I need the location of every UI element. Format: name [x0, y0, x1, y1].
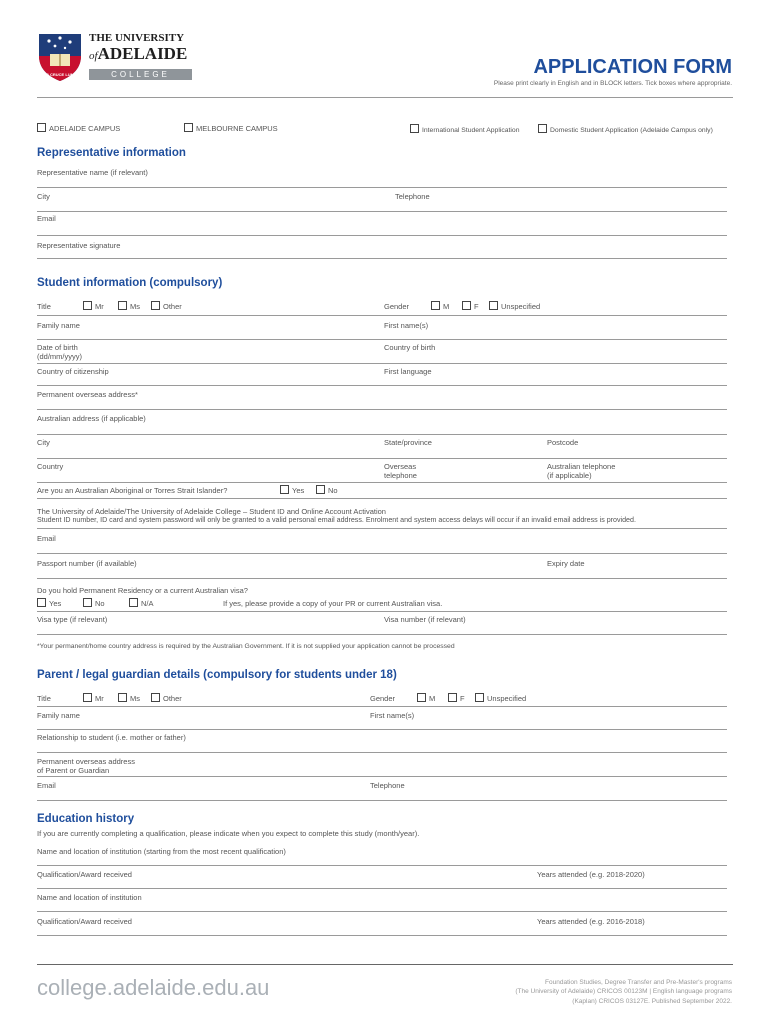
- checkbox[interactable]: [184, 123, 193, 132]
- student-state-label: State/province: [384, 438, 432, 447]
- footer-line2: (The University of Adelaide) CRICOS 00123M | English language programs: [515, 988, 732, 996]
- parent-title-label: Title: [37, 694, 51, 703]
- parent-email-field[interactable]: [37, 800, 727, 801]
- form-title: APPLICATION FORM: [533, 56, 732, 78]
- logo-line2: ADELAIDE: [97, 44, 188, 63]
- student-footnote: *Your permanent/home country address is required by the Australian Government. If it is not supplied your application cannot be processed: [37, 643, 455, 650]
- student-title-rule: [37, 315, 727, 316]
- checkbox[interactable]: [151, 693, 160, 702]
- checkbox[interactable]: [448, 693, 457, 702]
- option-label: MELBOURNE CAMPUS: [196, 124, 278, 133]
- student-country-field[interactable]: [37, 482, 727, 483]
- option-label: International Student Application: [422, 127, 520, 134]
- option-label: Yes: [49, 599, 62, 608]
- logo-ribbon: SUB CRUCE LUMEN: [40, 72, 80, 77]
- parent-address-field[interactable]: [37, 776, 727, 777]
- option-label: No: [95, 599, 105, 608]
- option-label: Other: [163, 694, 182, 703]
- option-label: F: [474, 302, 479, 311]
- student-visa-type-label: Visa type (if relevant): [37, 615, 108, 624]
- student-gender-f[interactable]: [462, 301, 479, 311]
- option-label: M: [443, 302, 450, 311]
- melbourne-campus-option[interactable]: [184, 123, 278, 133]
- student-pr-rule: [37, 611, 727, 612]
- rep-heading: Representative information: [37, 147, 186, 159]
- education-inst1-label: Name and location of institution (starting from the most recent qualification): [37, 847, 286, 856]
- education-heading: Education history: [37, 813, 135, 825]
- student-gender-label: Gender: [384, 302, 410, 311]
- checkbox[interactable]: [83, 693, 92, 702]
- checkbox[interactable]: [280, 485, 289, 494]
- student-city-field[interactable]: [37, 458, 727, 459]
- checkbox[interactable]: [118, 301, 127, 310]
- student-first-names-label: First name(s): [384, 321, 429, 330]
- student-visa-field[interactable]: [37, 634, 727, 635]
- student-pr-question: Do you hold Permanent Residency or a current Australian visa?: [37, 586, 248, 595]
- rep-city-field[interactable]: [37, 211, 727, 212]
- rep-telephone-label: Telephone: [395, 192, 430, 201]
- student-aboriginal-label: Are you an Australian Aboriginal or Torres Strait Islander?: [37, 486, 228, 495]
- student-pr-yes[interactable]: [37, 598, 61, 608]
- parent-gender-unspecified[interactable]: [475, 693, 526, 703]
- student-expiry-label: Expiry date: [547, 559, 585, 568]
- student-title-label: Title: [37, 302, 51, 311]
- education-years2-label: Years attended (e.g. 2016-2018): [537, 917, 645, 926]
- option-label: No: [328, 486, 338, 495]
- parent-telephone-label: Telephone: [370, 781, 405, 790]
- student-city-label: City: [37, 438, 50, 447]
- student-postcode-label: Postcode: [547, 438, 579, 447]
- domestic-option[interactable]: [538, 124, 713, 134]
- logo-of: of: [89, 50, 98, 62]
- parent-address-label-2: of Parent or Guardian: [37, 766, 110, 775]
- footer-notes: [412, 978, 732, 1006]
- student-aus-tel-label-2: (if applicable): [547, 471, 592, 480]
- education-inst2-field[interactable]: [37, 911, 727, 912]
- checkbox[interactable]: [538, 124, 547, 133]
- checkbox[interactable]: [410, 124, 419, 133]
- student-title-mr[interactable]: [83, 301, 104, 311]
- education-inst2-label: Name and location of institution: [37, 893, 142, 902]
- education-qual1-label: Qualification/Award received: [37, 870, 132, 879]
- student-aus-tel-label-1: Australian telephone: [547, 462, 616, 471]
- option-label: N/A: [141, 599, 154, 608]
- form-subtitle: Please print clearly in English and in BLOCK letters. Tick boxes where appropriate.: [493, 80, 732, 87]
- logo-line3: COLLEGE: [111, 70, 170, 79]
- activation-rule: [37, 528, 727, 529]
- parent-heading: Parent / legal guardian details (compulsory for students under 18): [37, 669, 397, 681]
- adelaide-campus-option[interactable]: [37, 123, 120, 133]
- parent-title-rule: [37, 706, 727, 707]
- education-intro: If you are currently completing a qualification, please indicate when you expect to complete this study (month/year).: [37, 829, 420, 838]
- student-pr-no[interactable]: [83, 598, 105, 608]
- option-label: Mr: [95, 302, 104, 311]
- student-country-label: Country: [37, 462, 64, 471]
- rep-city-label: City: [37, 192, 50, 201]
- parent-name-field[interactable]: [37, 729, 727, 730]
- logo-college-bar: [89, 69, 192, 80]
- checkbox[interactable]: [462, 301, 471, 310]
- parent-gender-f[interactable]: [448, 693, 465, 703]
- student-pr-note: If yes, please provide a copy of your PR or current Australian visa.: [223, 599, 443, 608]
- checkbox[interactable]: [37, 123, 46, 132]
- option-label: Other: [163, 302, 182, 311]
- parent-first-names-label: First name(s): [370, 711, 415, 720]
- checkbox[interactable]: [83, 598, 92, 607]
- student-dob-format: (dd/mm/yyyy): [37, 352, 82, 361]
- education-qual1-field[interactable]: [37, 888, 727, 889]
- rep-signature-label: Representative signature: [37, 241, 121, 250]
- student-citizenship-field[interactable]: [37, 385, 727, 386]
- parent-title-other[interactable]: [151, 693, 182, 703]
- parent-gender-label: Gender: [370, 694, 396, 703]
- student-title-other[interactable]: [151, 301, 182, 311]
- student-aus-address-label: Australian address (if applicable): [37, 414, 146, 423]
- checkbox[interactable]: [489, 301, 498, 310]
- header-rule: [37, 97, 733, 98]
- checkbox[interactable]: [37, 598, 46, 607]
- rep-name-label: Representative name (if relevant): [37, 168, 148, 177]
- education-years1-label: Years attended (e.g. 2018-2020): [537, 870, 645, 879]
- university-logo: [37, 32, 192, 87]
- parent-relationship-field[interactable]: [37, 752, 727, 753]
- option-label: ADELAIDE CAMPUS: [49, 124, 121, 133]
- student-heading: Student information (compulsory): [37, 277, 223, 289]
- student-pr-na[interactable]: [129, 598, 154, 608]
- logo-line1: THE UNIVERSITY: [89, 32, 185, 44]
- option-label: F: [460, 694, 465, 703]
- student-gender-unspecified[interactable]: [489, 301, 540, 311]
- option-label: M: [429, 694, 436, 703]
- student-aus-address-field[interactable]: [37, 434, 727, 435]
- student-overseas-tel-label-2: telephone: [384, 471, 417, 480]
- checkbox[interactable]: [129, 598, 138, 607]
- checkbox[interactable]: [475, 693, 484, 702]
- student-passport-field[interactable]: [37, 578, 727, 579]
- parent-title-mr[interactable]: [83, 693, 104, 703]
- option-label: Ms: [130, 302, 140, 311]
- student-email-label: Email: [37, 534, 56, 543]
- checkbox[interactable]: [431, 301, 440, 310]
- parent-family-name-label: Family name: [37, 711, 80, 720]
- student-family-name-label: Family name: [37, 321, 80, 330]
- student-passport-label: Passport number (if available): [37, 559, 137, 568]
- student-email-field[interactable]: [37, 553, 727, 554]
- student-dob-field[interactable]: [37, 363, 727, 364]
- footer-line3: (Kaplan) CRICOS 03127E. Published September 2022.: [572, 997, 732, 1005]
- checkbox[interactable]: [118, 693, 127, 702]
- student-country-birth-label: Country of birth: [384, 343, 436, 352]
- parent-gender-m[interactable]: [417, 693, 435, 703]
- student-overseas-tel-label-1: Overseas: [384, 462, 417, 471]
- parent-title-ms[interactable]: [118, 693, 140, 703]
- checkbox[interactable]: [417, 693, 426, 702]
- checkbox[interactable]: [83, 301, 92, 310]
- option-label: Mr: [95, 694, 104, 703]
- option-label: Unspecified: [487, 694, 527, 703]
- student-visa-number-label: Visa number (if relevant): [384, 615, 466, 624]
- footer-line1: Foundation Studies, Degree Transfer and Pre-Master's programs: [545, 979, 732, 986]
- student-gender-m[interactable]: [431, 301, 449, 311]
- footer-rule: [37, 964, 733, 965]
- student-aboriginal-yes[interactable]: [280, 485, 304, 495]
- student-citizenship-label: Country of citizenship: [37, 367, 109, 376]
- rep-name-field[interactable]: [37, 187, 727, 188]
- student-first-language-label: First language: [384, 367, 432, 376]
- student-aboriginal-no[interactable]: [316, 485, 338, 495]
- activation-text: Student ID number, ID card and system password will only be granted to a valid personal email address. Enrolment and system access delays will occur if an invalid email address is provided.: [37, 516, 636, 524]
- education-qual2-field[interactable]: [37, 935, 727, 936]
- option-label: Yes: [292, 486, 305, 495]
- international-option[interactable]: [410, 124, 520, 134]
- parent-address-label-1: Permanent overseas address: [37, 757, 135, 766]
- rep-signature-field[interactable]: [37, 258, 727, 259]
- student-aboriginal-rule: [37, 498, 727, 499]
- rep-email-label: Email: [37, 214, 56, 223]
- footer-url[interactable]: college.adelaide.edu.au: [37, 975, 270, 1000]
- student-title-ms[interactable]: [118, 301, 140, 311]
- checkbox[interactable]: [151, 301, 160, 310]
- student-dob-label: Date of birth: [37, 343, 78, 352]
- student-perm-address-field[interactable]: [37, 409, 727, 410]
- student-perm-address-label: Permanent overseas address*: [37, 390, 138, 399]
- parent-email-label: Email: [37, 781, 56, 790]
- activation-heading: The University of Adelaide/The University of Adelaide College – Student ID and Online Account Activation: [37, 507, 386, 516]
- option-label: Domestic Student Application (Adelaide Campus only): [550, 127, 713, 134]
- option-label: Unspecified: [501, 302, 541, 311]
- checkbox[interactable]: [316, 485, 325, 494]
- parent-relationship-label: Relationship to student (i.e. mother or father): [37, 733, 186, 742]
- option-label: Ms: [130, 694, 140, 703]
- education-qual2-label: Qualification/Award received: [37, 917, 132, 926]
- rep-email-field[interactable]: [37, 235, 727, 236]
- education-inst1-field[interactable]: [37, 865, 727, 866]
- student-name-field[interactable]: [37, 339, 727, 340]
